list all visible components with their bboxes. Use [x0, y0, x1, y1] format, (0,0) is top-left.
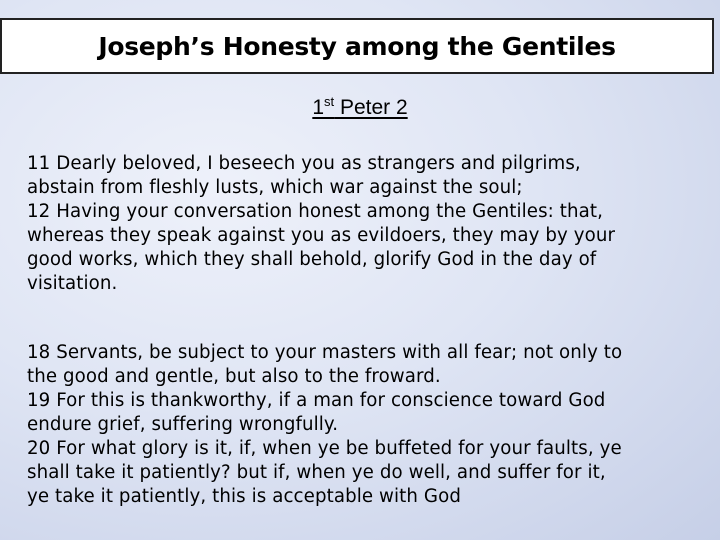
passage-verses-18-20: [27, 341, 717, 509]
passage-line: 11 Dearly beloved, I beseech you as strangers and pilgrims,: [27, 153, 581, 174]
title-bar: [0, 18, 714, 74]
passage-line: 18 Servants, be subject to your masters with all fear; not only to: [27, 342, 623, 363]
passage-line: visitation.: [27, 273, 118, 294]
passage-line: 19 For this is thankworthy, if a man for conscience toward God: [27, 390, 606, 411]
passage-line: ye take it patiently, this is acceptable with God: [27, 486, 461, 507]
passage-line: 20 For what glory is it, if, when ye be buffeted for your faults, ye: [27, 438, 622, 459]
passage-line: whereas they speak against you as evildoers, they may by your: [27, 225, 616, 246]
passage-line: 12 Having your conversation honest among the Gentiles: that,: [27, 201, 603, 222]
reference-number: 1: [312, 96, 324, 119]
slide-title: Joseph’s Honesty among the Gentiles: [98, 31, 616, 61]
passage-line: the good and gentle, but also to the froward.: [27, 366, 441, 387]
passage-verses-11-12: [27, 152, 717, 296]
scripture-reference-text: [312, 96, 407, 119]
reference-book: Peter 2: [334, 96, 408, 119]
passage-line: good works, which they shall behold, glorify God in the day of: [27, 249, 597, 270]
passage-line: abstain from fleshly lusts, which war against the soul;: [27, 177, 523, 198]
reference-ordinal: st: [324, 94, 335, 109]
scripture-reference: [0, 96, 720, 120]
passage-line: shall take it patiently? but if, when ye do well, and suffer for it,: [27, 462, 606, 483]
passage-line: endure grief, suffering wrongfully.: [27, 414, 339, 435]
